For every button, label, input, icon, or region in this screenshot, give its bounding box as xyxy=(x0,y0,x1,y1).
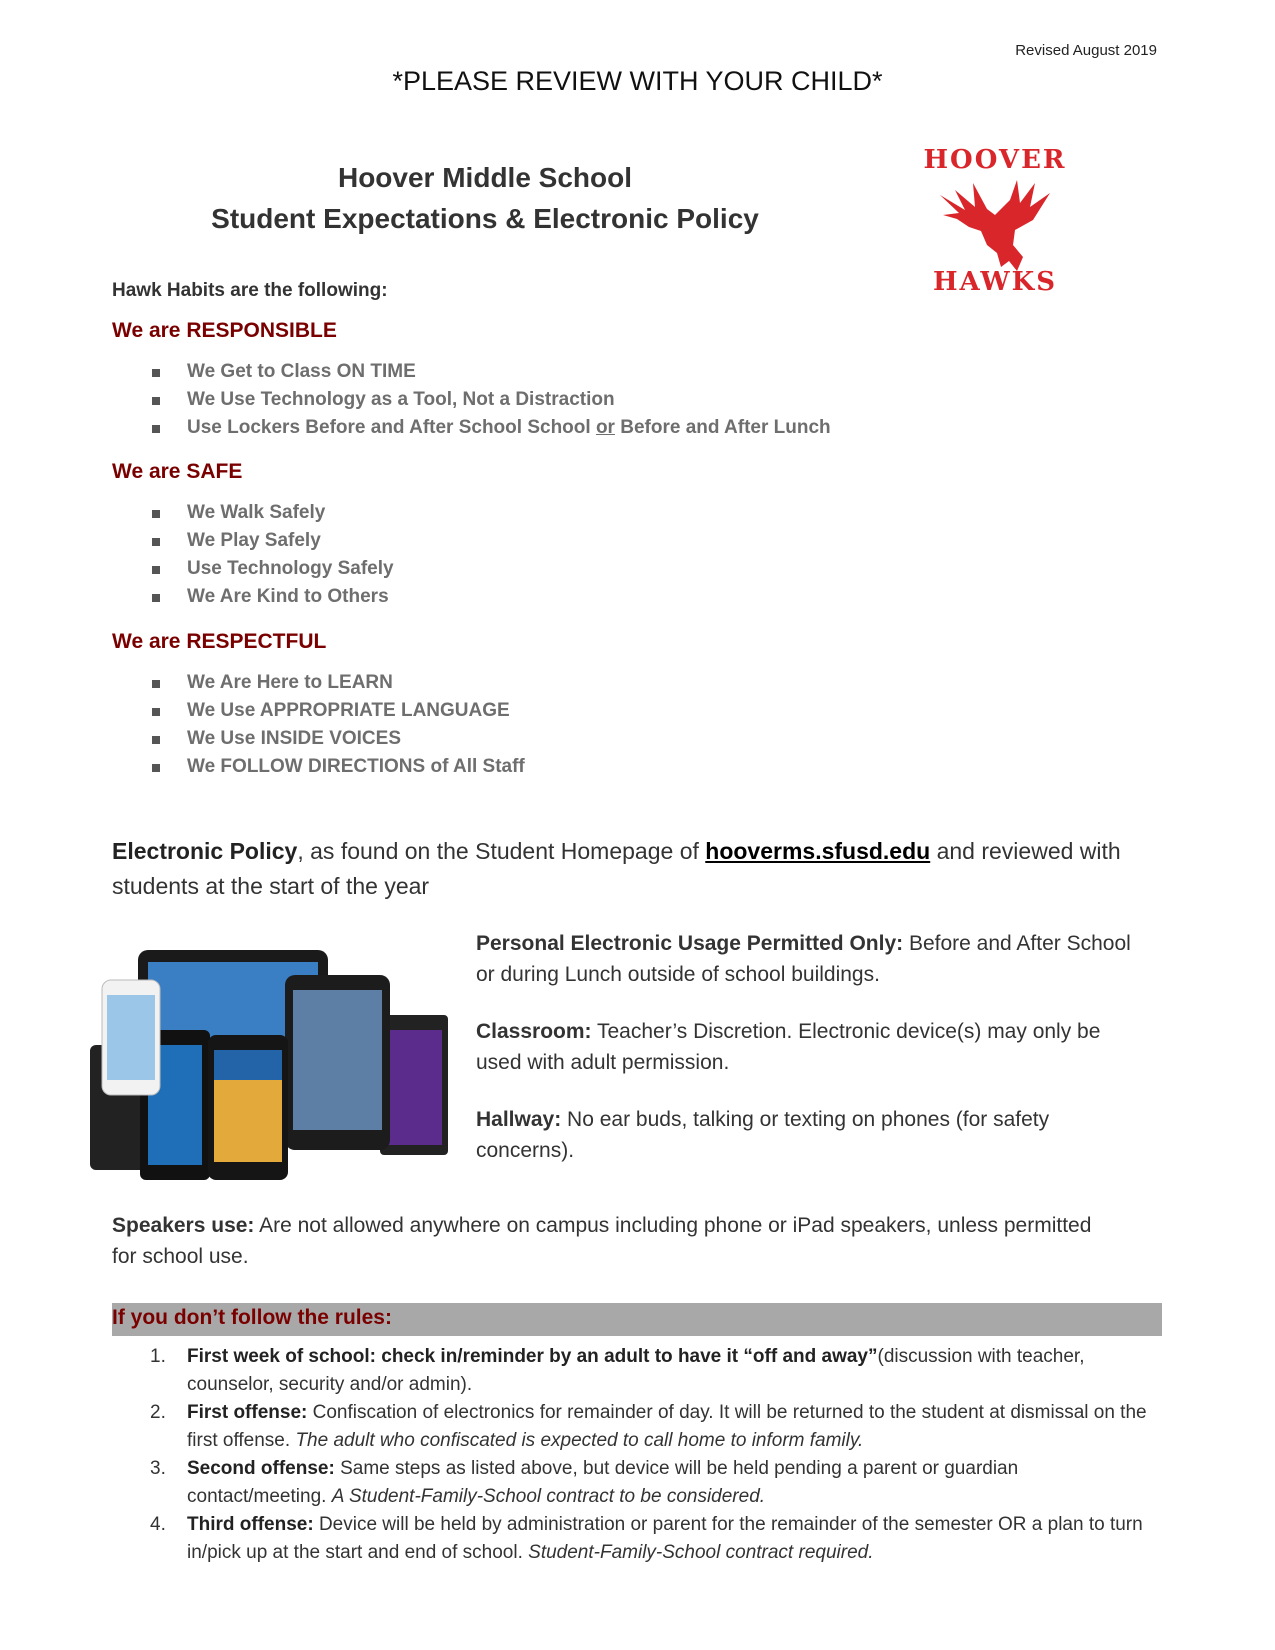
hallway-rule xyxy=(476,1104,1136,1166)
electronic-policy-text: and reviewed with students at the start of the year xyxy=(112,838,1121,899)
item-text: Same steps as listed above, but device will be held pending a parent or guardian contact/meeting. xyxy=(187,1458,1019,1507)
item-label: Third offense: xyxy=(187,1514,314,1535)
list-item: Use Technology Safely xyxy=(150,555,394,583)
list-item: We Get to Class ON TIME xyxy=(150,358,831,386)
title-block xyxy=(140,157,830,239)
document-title: Student Expectations & Electronic Policy xyxy=(211,203,759,234)
item-number: 4. xyxy=(150,1514,166,1535)
list-item xyxy=(150,1343,1160,1399)
item-number: 2. xyxy=(150,1402,166,1423)
hawk-habits-intro: Hawk Habits are the following: xyxy=(112,280,388,301)
item-label: First week of school: check in/reminder by an adult to have it “off and away” xyxy=(187,1346,878,1367)
item-label: Second offense: xyxy=(187,1458,335,1479)
list-item: We Are Kind to Others xyxy=(150,583,394,611)
list-item: We Use APPROPRIATE LANGUAGE xyxy=(150,697,525,725)
list-item-underlined: or xyxy=(595,417,615,438)
consequences-list xyxy=(150,1343,1160,1567)
hawk-icon xyxy=(935,175,1055,275)
rule-text: Before and After School or during Lunch outside of school buildings. xyxy=(476,932,1131,986)
logo-bottom-word: HAWKS xyxy=(932,267,1058,297)
respectful-list xyxy=(150,669,525,781)
item-text: Device will be held by administration or parent for the remainder of the semester OR a plan to turn in/pick up at the start and end of school. xyxy=(187,1514,1143,1563)
item-italic: Student-Family-School contract required. xyxy=(528,1542,874,1563)
item-italic: A Student-Family-School contract to be considered. xyxy=(331,1486,766,1507)
hoover-hawks-logo xyxy=(895,145,1095,305)
school-name: Hoover Middle School xyxy=(337,162,633,193)
list-item: We FOLLOW DIRECTIONS of All Staff xyxy=(150,753,525,781)
consequences-heading-bar xyxy=(112,1303,1162,1336)
review-notice: *PLEASE REVIEW WITH YOUR CHILD* xyxy=(392,66,883,96)
revised-date: Revised August 2019 xyxy=(1015,42,1157,59)
personal-usage-rule xyxy=(476,928,1136,990)
list-item: We Use INSIDE VOICES xyxy=(150,725,525,753)
safe-list xyxy=(150,499,394,611)
devices-image xyxy=(90,950,448,1185)
list-item: We Play Safely xyxy=(150,527,394,555)
list-item-text: Use Lockers Before and After School School xyxy=(187,417,596,438)
classroom-rule xyxy=(476,1016,1136,1078)
list-item: We Use Technology as a Tool, Not a Distraction xyxy=(150,386,831,414)
list-item xyxy=(150,1511,1160,1567)
homepage-link[interactable]: hooverms.sfusd.edu xyxy=(705,838,931,864)
list-item: We Walk Safely xyxy=(150,499,394,527)
speakers-rule xyxy=(112,1210,1112,1272)
rule-label: Hallway: xyxy=(476,1108,562,1131)
rule-text: No ear buds, talking or texting on phones (for safety concerns). xyxy=(476,1108,1050,1162)
rule-text: Teacher’s Discretion. Electronic device(s) may only be used with adult permission. xyxy=(476,1020,1101,1074)
rule-label: Personal Electronic Usage Permitted Only: xyxy=(476,932,904,955)
list-item xyxy=(150,1399,1160,1455)
rule-label: Classroom: xyxy=(476,1020,592,1043)
list-item: We Are Here to LEARN xyxy=(150,669,525,697)
logo-top-word: HOOVER xyxy=(923,145,1067,175)
electronic-policy-label: Electronic Policy xyxy=(112,838,298,864)
list-item xyxy=(150,1455,1160,1511)
item-italic: The adult who confiscated is expected to call home to inform family. xyxy=(295,1430,864,1451)
electronic-policy-intro xyxy=(112,834,1172,904)
responsible-list xyxy=(150,358,831,442)
electronic-policy-text: , as found on the Student Homepage of xyxy=(297,838,706,864)
rule-text: Are not allowed anywhere on campus including phone or iPad speakers, unless permitted for school use. xyxy=(112,1214,1092,1268)
item-text: Confiscation of electronics for remainder of day. It will be returned to the student at dismissal on the first offense. xyxy=(187,1402,1147,1451)
list-item xyxy=(150,414,831,442)
consequences-heading: If you don’t follow the rules: xyxy=(112,1306,392,1329)
item-text: (discussion with teacher, counselor, security and/or admin). xyxy=(187,1346,1085,1395)
section-heading-respectful: We are RESPECTFUL xyxy=(112,630,327,653)
item-label: First offense: xyxy=(187,1402,308,1423)
section-heading-responsible: We are RESPONSIBLE xyxy=(112,319,337,342)
item-number: 1. xyxy=(150,1346,166,1367)
item-number: 3. xyxy=(150,1458,166,1479)
list-item-text: Before and After Lunch xyxy=(614,417,831,438)
section-heading-safe: We are SAFE xyxy=(112,460,243,483)
rule-label: Speakers use: xyxy=(112,1214,255,1237)
